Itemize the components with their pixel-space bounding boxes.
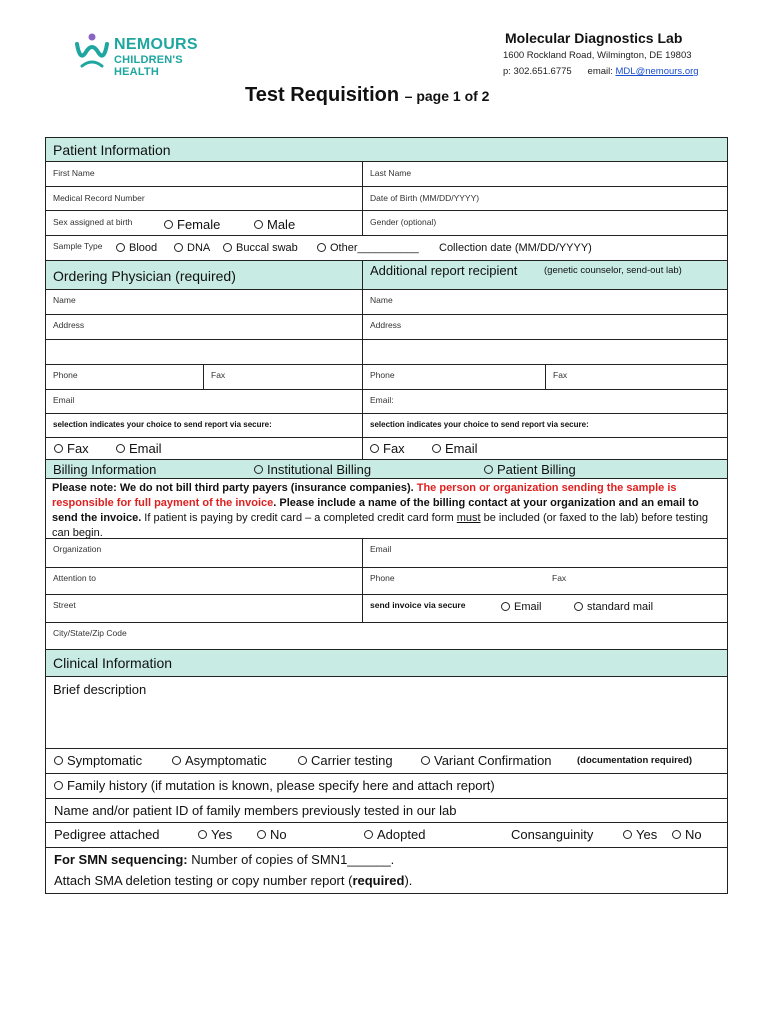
- smn-bold: For SMN sequencing:: [54, 852, 188, 867]
- note-bold2: . Please include a name of the billing contact at your organization and an email to send the invoice.: [52, 497, 699, 524]
- nemours-logo-icon: [74, 32, 110, 70]
- invoice-mail-label: standard mail: [587, 601, 654, 613]
- lab-address: 1600 Rockland Road, Wilmington, DE 19803: [503, 50, 692, 61]
- patient-mrn-row: [46, 187, 727, 211]
- billing-fax-label: Fax: [552, 573, 567, 583]
- gender-label: Gender (optional): [370, 217, 437, 227]
- send-invoice-label: send invoice via secure: [370, 600, 466, 610]
- brief-description-label: Brief description: [53, 682, 147, 697]
- physician-address-row: [46, 315, 727, 340]
- physician-name-field[interactable]: [46, 290, 363, 314]
- sma-end: ).: [404, 873, 413, 888]
- dna-label: DNA: [187, 242, 211, 254]
- other-label: Other__________: [330, 242, 419, 254]
- radio-icon: [172, 756, 181, 765]
- recipient-name-label: Name: [370, 295, 393, 305]
- billing-section-title: Billing Information: [53, 462, 157, 477]
- lab-contact: [503, 66, 699, 77]
- radio-icon: [317, 243, 326, 252]
- adopted-label: Adopted: [377, 827, 426, 842]
- physician-address2-field[interactable]: [46, 340, 363, 364]
- radio-icon: [254, 465, 263, 474]
- street-field[interactable]: [46, 595, 363, 622]
- additional-recipient-note: (genetic counselor, send-out lab): [544, 265, 682, 276]
- patient-billing-option[interactable]: [484, 462, 576, 477]
- billing-phone-label: Phone: [370, 573, 395, 583]
- radio-icon: [257, 830, 266, 839]
- family-history-row: [46, 774, 727, 799]
- mrn-field[interactable]: [46, 187, 363, 210]
- billing-note-row: [46, 479, 727, 539]
- asymptomatic-option[interactable]: [172, 753, 267, 768]
- additional-recipient-header: [363, 261, 727, 289]
- organization-field[interactable]: [46, 539, 363, 567]
- mrn-label: Medical Record Number: [53, 193, 145, 203]
- patient-section-header: [46, 138, 727, 162]
- sex-female-option[interactable]: [164, 217, 220, 232]
- recipient-email-option[interactable]: [432, 441, 478, 456]
- radio-icon: [484, 465, 493, 474]
- logo-name: NEMOURS: [114, 36, 198, 53]
- physician-fax-option[interactable]: [54, 441, 89, 456]
- note-must: must: [456, 512, 481, 524]
- adopted-option[interactable]: [364, 827, 425, 842]
- lab-email-link[interactable]: MDL@nemours.org: [615, 66, 699, 77]
- report-delivery-row: [46, 438, 727, 460]
- consanguinity-yes-option[interactable]: [623, 827, 657, 842]
- patient-name-row: [46, 162, 727, 187]
- title-sub: – page 1 of 2: [404, 88, 490, 104]
- physician-section-header: [46, 261, 727, 290]
- pedigree-row: [46, 823, 727, 848]
- radio-icon: [574, 602, 583, 611]
- pedigree-yes-option[interactable]: [198, 827, 232, 842]
- carrier-option[interactable]: [298, 753, 393, 768]
- physician-name-label: Name: [53, 295, 76, 305]
- female-label: Female: [177, 217, 221, 232]
- billing-note: [52, 481, 722, 541]
- billing-attention-row: [46, 568, 727, 595]
- recipient-fax-option[interactable]: [370, 441, 405, 456]
- email-option-label: Email: [129, 441, 162, 456]
- radio-icon: [421, 756, 430, 765]
- consanguinity-label: Consanguinity: [511, 827, 594, 842]
- attention-label: Attention to: [53, 573, 97, 583]
- radio-icon: [672, 830, 681, 839]
- first-name-field[interactable]: [46, 162, 363, 186]
- family-names-row[interactable]: [46, 799, 727, 823]
- lab-name: Molecular Diagnostics Lab: [505, 30, 683, 46]
- organization-label: Organization: [53, 544, 102, 554]
- sex-male-option[interactable]: [254, 217, 295, 232]
- recipient-address-label: Address: [370, 320, 402, 330]
- address-line2-row: [46, 340, 727, 365]
- ordering-physician-header: [46, 261, 363, 289]
- radio-icon: [198, 830, 207, 839]
- physician-phone-field[interactable]: [46, 365, 204, 389]
- consanguinity-no-option[interactable]: [672, 827, 702, 842]
- lab-email-label: email:: [587, 66, 613, 77]
- radio-icon: [364, 830, 373, 839]
- sample-buccal-option[interactable]: [223, 242, 298, 254]
- email-option-label: Email: [445, 441, 478, 456]
- symptom-row: [46, 749, 727, 774]
- radio-icon: [174, 243, 183, 252]
- dob-label: Date of Birth (MM/DD/YYYY): [370, 193, 480, 203]
- male-label: Male: [267, 217, 296, 232]
- sample-type-row: [46, 236, 727, 261]
- collection-date-label: Collection date (MM/DD/YYYY): [439, 242, 592, 254]
- selection-row: [46, 414, 727, 438]
- radio-icon: [254, 220, 263, 229]
- pedigree-label: Pedigree attached: [54, 827, 160, 842]
- patient-section-title: Patient Information: [53, 142, 171, 158]
- radio-icon: [164, 220, 173, 229]
- patient-billing-label: Patient Billing: [497, 462, 576, 477]
- physician-address-field[interactable]: [46, 315, 363, 339]
- billing-section-header: [46, 460, 727, 479]
- clinical-section-title: Clinical Information: [53, 655, 173, 671]
- radio-icon: [501, 602, 510, 611]
- physician-phone-label: Phone: [53, 370, 78, 380]
- smn-line: [54, 852, 394, 867]
- radio-icon: [116, 444, 125, 453]
- nemours-logo: [74, 32, 214, 78]
- additional-recipient-title: Additional report recipient: [370, 263, 518, 278]
- recipient-phone-label: Phone: [370, 370, 395, 380]
- sex-label: Sex assigned at birth: [53, 217, 133, 227]
- radio-icon: [54, 756, 63, 765]
- first-name-label: First Name: [53, 168, 95, 178]
- sample-blood-option[interactable]: [116, 242, 157, 254]
- radio-icon: [116, 243, 125, 252]
- last-name-label: Last Name: [370, 168, 412, 178]
- brief-description-field[interactable]: [46, 677, 727, 749]
- variant-label: Variant Confirmation: [434, 753, 552, 768]
- no-label: No: [685, 827, 702, 842]
- no-label: No: [270, 827, 287, 842]
- sample-type-label: Sample Type: [53, 241, 103, 251]
- institutional-billing-option[interactable]: [254, 462, 371, 477]
- fax-option-label: Fax: [383, 441, 405, 456]
- physician-fax-field[interactable]: [204, 365, 363, 389]
- physician-name-row: [46, 290, 727, 315]
- billing-email-label: Email: [370, 544, 392, 554]
- note-red: The person or organization sending the sample is responsible for full payment of the invoice: [52, 482, 677, 509]
- note-plain: If patient is paying by credit card – a completed credit card form: [141, 512, 457, 524]
- physician-selection-cell: [46, 414, 363, 437]
- title-main: Test Requisition: [245, 84, 400, 106]
- radio-icon: [298, 756, 307, 765]
- lab-phone: p: 302.651.6775: [503, 66, 572, 77]
- family-history-label: Family history (if mutation is known, please specify here and attach report): [67, 778, 495, 793]
- sex-field: [46, 211, 363, 235]
- sample-dna-option[interactable]: [174, 242, 210, 254]
- symptomatic-label: Symptomatic: [67, 753, 143, 768]
- radio-icon: [54, 781, 63, 790]
- page-title: [245, 84, 489, 107]
- ordering-physician-title: Ordering Physician (required): [53, 268, 236, 284]
- yes-label: Yes: [211, 827, 233, 842]
- recipient-email-label: Email:: [370, 395, 394, 405]
- fax-option-label: Fax: [67, 441, 89, 456]
- note-end: be included (or faxed to the lab) before testing can begin.: [52, 512, 709, 539]
- smn-text: Number of copies of SMN1______.: [187, 852, 395, 867]
- radio-icon: [623, 830, 632, 839]
- invoice-email-label: Email: [514, 601, 542, 613]
- radio-icon: [432, 444, 441, 453]
- family-history-option[interactable]: [54, 778, 495, 793]
- billing-org-row: [46, 539, 727, 568]
- attention-field[interactable]: [46, 568, 363, 594]
- smn-row: [46, 848, 727, 894]
- family-names-label: Name and/or patient ID of family members previously tested in our lab: [54, 803, 457, 818]
- invoice-email-option[interactable]: [501, 601, 542, 613]
- physician-selection-label: selection indicates your choice to send report via secure:: [53, 420, 272, 429]
- physician-phone-row: [46, 365, 727, 390]
- clinical-section-header: [46, 650, 727, 677]
- yes-label: Yes: [636, 827, 658, 842]
- institutional-billing-label: Institutional Billing: [267, 462, 372, 477]
- physician-email-label: Email: [53, 395, 75, 405]
- sma-text: Attach SMA deletion testing or copy number report (: [54, 873, 353, 888]
- physician-email-row: [46, 390, 727, 414]
- sma-required: required: [352, 873, 405, 888]
- recipient-fax-label: Fax: [553, 370, 568, 380]
- patient-sex-row: [46, 211, 727, 236]
- symptomatic-option[interactable]: [54, 753, 142, 768]
- logo-sub: CHILDREN'S HEALTH: [114, 54, 183, 78]
- recipient-phone-field[interactable]: [363, 365, 546, 389]
- note-bold: Please note: We do not bill third party payers (insurance companies).: [52, 482, 414, 494]
- asymptomatic-label: Asymptomatic: [185, 753, 267, 768]
- street-label: Street: [53, 600, 76, 610]
- carrier-label: Carrier testing: [311, 753, 393, 768]
- radio-icon: [370, 444, 379, 453]
- blood-label: Blood: [129, 242, 158, 254]
- buccal-label: Buccal swab: [236, 242, 298, 254]
- pedigree-no-option[interactable]: [257, 827, 287, 842]
- physician-delivery-cell: [46, 438, 363, 459]
- invoice-mail-option[interactable]: [574, 601, 653, 613]
- variant-option[interactable]: [421, 753, 552, 768]
- billing-street-row: [46, 595, 727, 623]
- radio-icon: [54, 444, 63, 453]
- city-label: City/State/Zip Code: [53, 628, 127, 638]
- physician-fax-label: Fax: [211, 370, 226, 380]
- sample-other-option[interactable]: [317, 242, 419, 254]
- physician-email-field[interactable]: [46, 390, 363, 413]
- sma-line: [54, 873, 412, 888]
- variant-note: (documentation required): [577, 755, 693, 766]
- requisition-form: [45, 137, 728, 894]
- billing-city-row: [46, 623, 727, 650]
- physician-address-label: Address: [53, 320, 85, 330]
- recipient-selection-label: selection indicates your choice to send report via secure:: [370, 420, 589, 429]
- radio-icon: [223, 243, 232, 252]
- physician-email-option[interactable]: [116, 441, 162, 456]
